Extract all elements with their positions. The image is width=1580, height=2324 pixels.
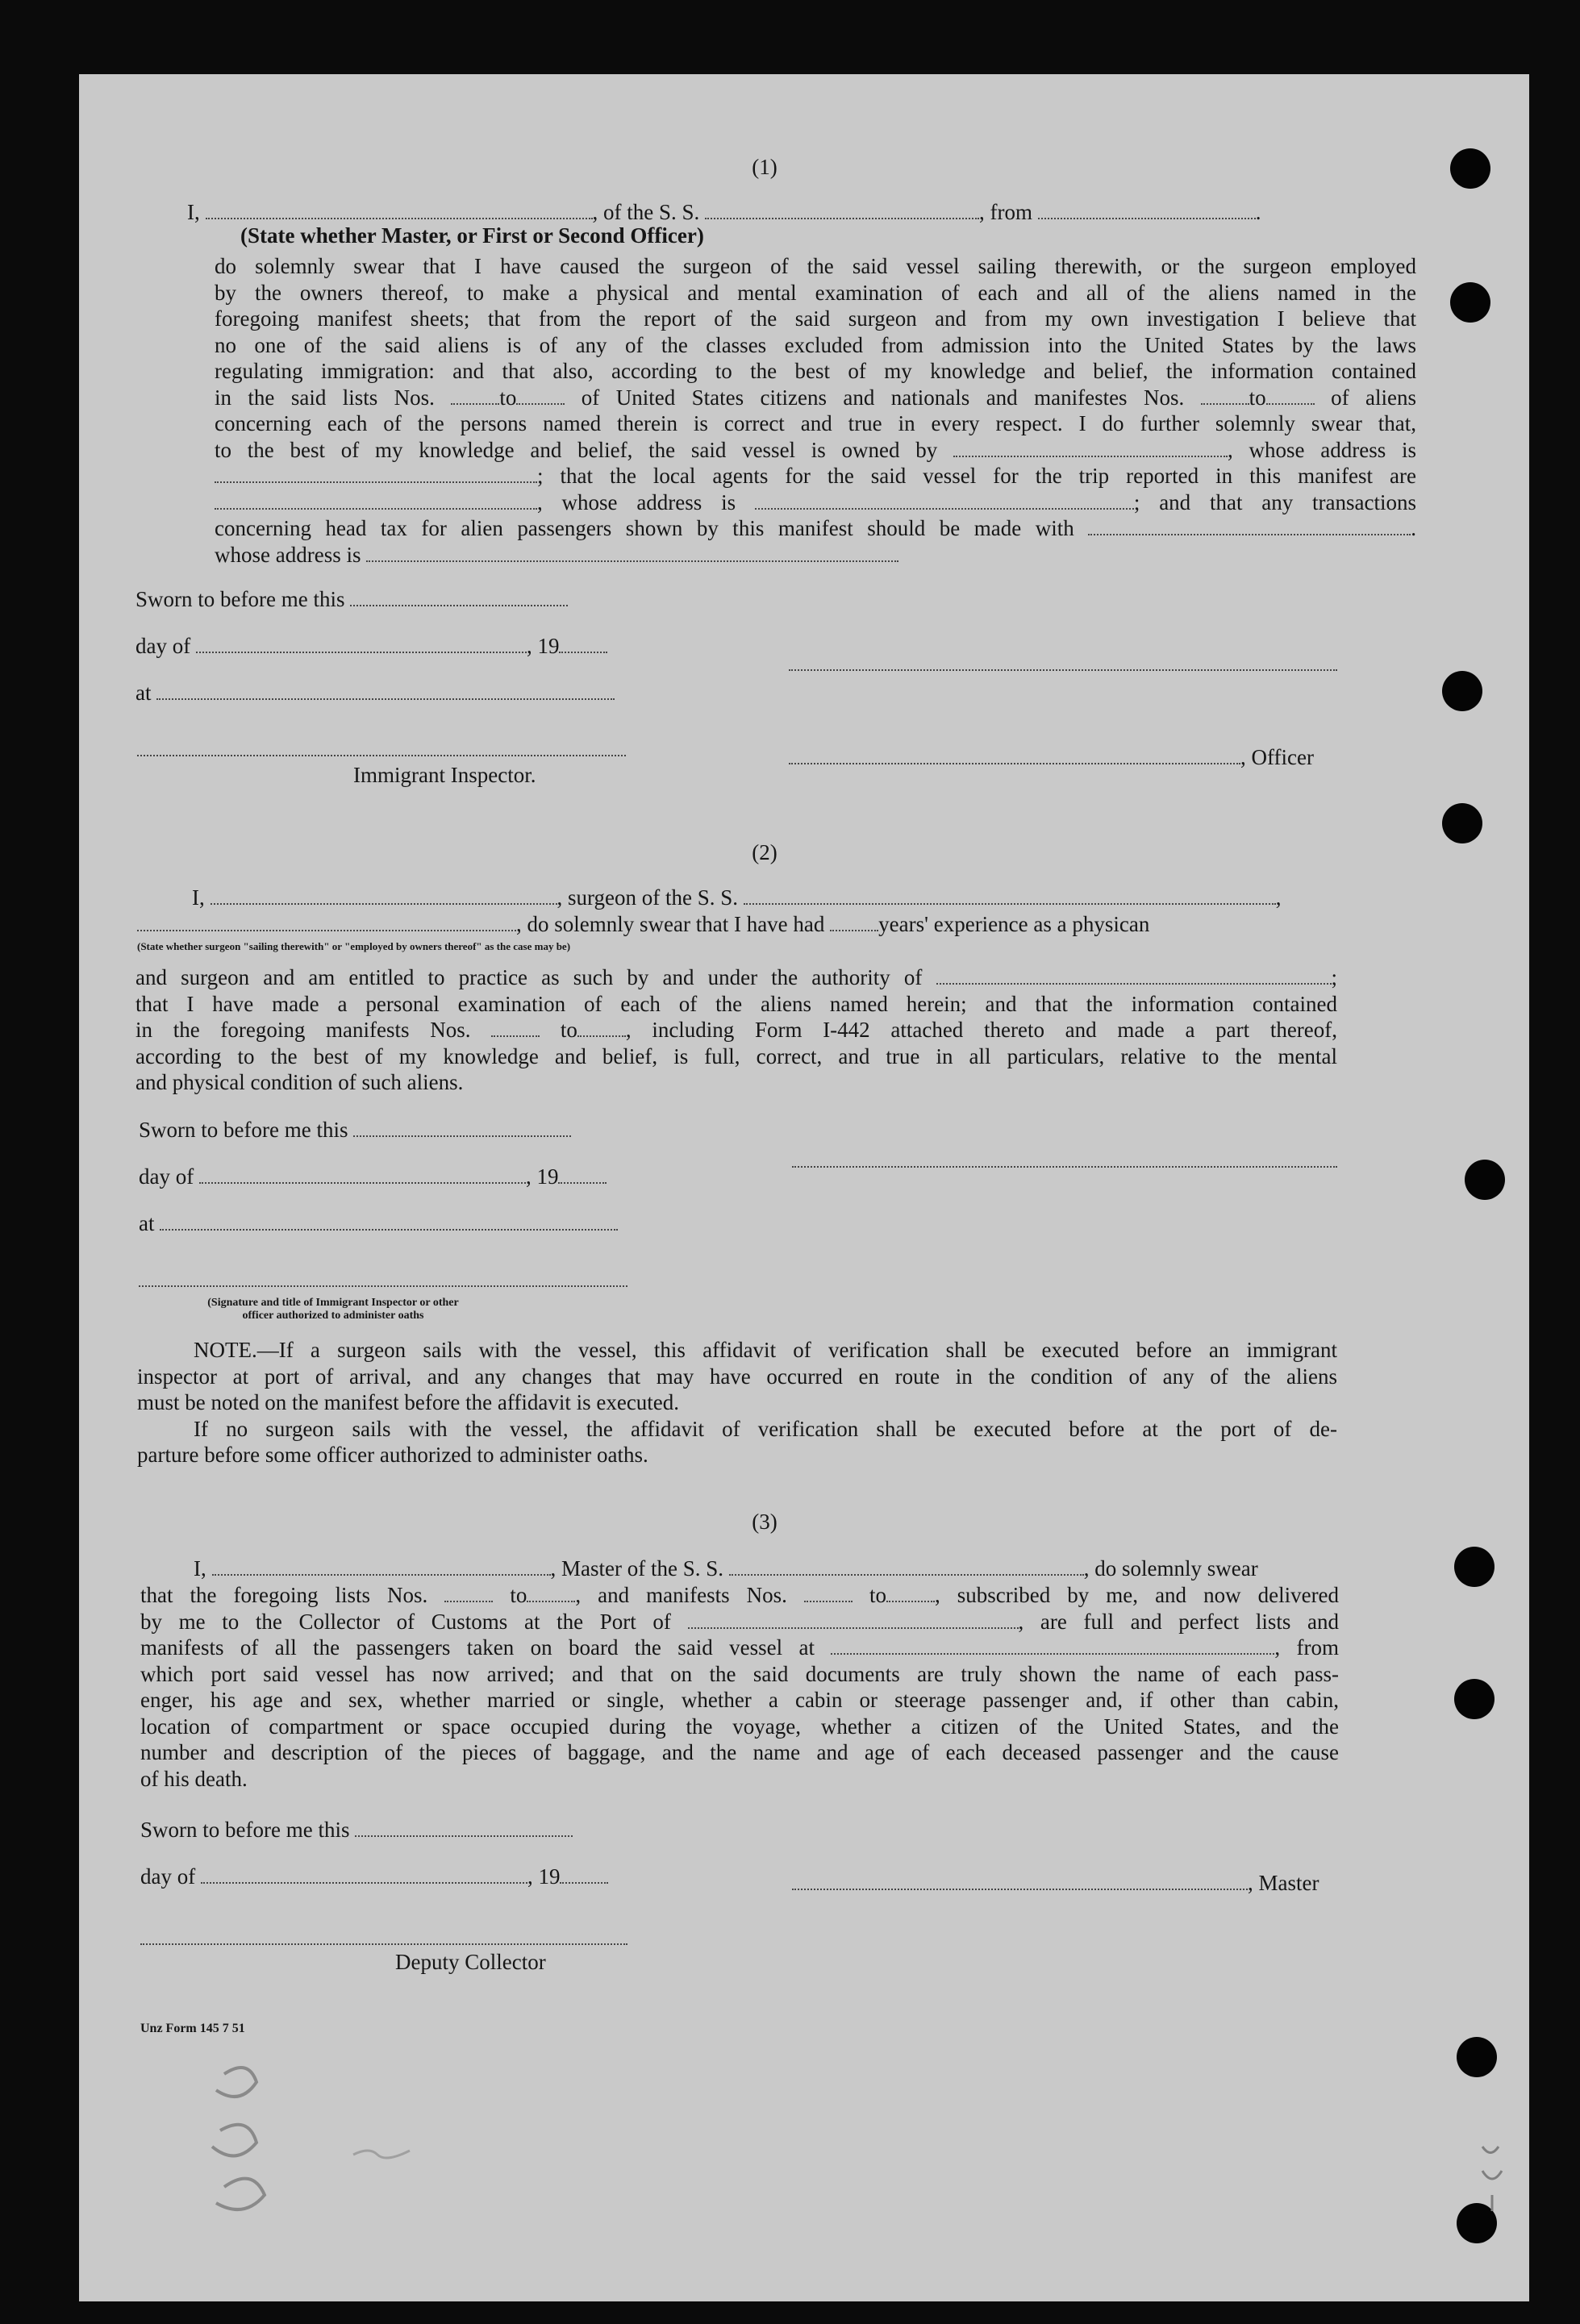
agents-address-line: , whose address is ; and that any transactions	[215, 489, 1416, 516]
punch-hole	[1457, 2037, 1497, 2077]
section-number: (2)	[752, 840, 777, 864]
authority-line: and surgeon and am entitled to practice as such by and under the authority of ;	[135, 965, 1338, 989]
officer-signature: , Officer	[789, 745, 1314, 770]
punch-hole	[1454, 1547, 1495, 1587]
section-2-text: and surgeon and am entitled to practice as such by and under the authority of ; that I have made a personal examination of each of the aliens named herein; and that the information contained in the foregoing manifests Nos. to , including Form I-442 attached thereto and made a part thereof, according to the best of my knowledge and belief, is full, correct, and true in all particulars, relative to the mental and physical condition of such aliens.	[135, 965, 1338, 1094]
date-line: day of , 19	[140, 1864, 608, 1889]
collector-label: Deputy Collector	[395, 1950, 546, 1974]
manifest-nos-line: in the foregoing manifests Nos. to , including Form I-442 attached thereto and made a part thereof,	[135, 1018, 1338, 1042]
master-signature: , Master	[792, 1871, 1319, 1896]
section-number: (1)	[752, 155, 777, 179]
sworn-line: Sworn to before me this	[135, 587, 568, 612]
experience-line: , do solemnly swear that I have had years' experience as a physican	[137, 912, 1149, 937]
pencil-marks	[176, 2042, 434, 2219]
lists-line: in the said lists Nos. to of United States citizens and nationals and manifestes Nos. to of aliens	[215, 385, 1416, 410]
place-line: at	[139, 1211, 618, 1236]
section-1-text: do solemnly swear that I have caused the surgeon of the said vessel sailing therewith, or the surgeon employed by the owners thereof, to make a physical and mental examination of each and all of the aliens named in the foregoing manifest sheets; that from the report of the said surgeon and from my own investigation I believe that no one of the said aliens is of any of the classes excluded from admission into the United States by the laws regulating immigration: and that also, according to the best of my knowledge and belief, the information contained in the said lists Nos. to of United States citizens and nationals and manifestes Nos. to of aliens concerning each of the persons named therein is correct and true in every respect. I do further solemnly swear that, to the best of my knowledge and belief, the said vessel is owned by , whose address is ; that the local agents for the said vessel for the trip reported in this manifest are , whose address is ; and that any transactions concerning head tax for alien passengers shown by this manifest should be made with . whose address is	[215, 254, 1417, 567]
boarding-line: manifests of all the passengers taken on board the said vessel at , from	[140, 1635, 1340, 1660]
field-instruction: (State whether Master, or First or Second Officer)	[240, 223, 704, 248]
form-number: Unz Form 145 7 51	[140, 2022, 245, 2035]
date-line: day of , 19	[139, 1164, 607, 1189]
punch-hole	[1465, 1160, 1505, 1200]
sworn-line: Sworn to before me this	[140, 1818, 573, 1843]
oath-line: I, , of the S. S. , from .	[187, 200, 1261, 224]
signature-line	[139, 1284, 627, 1287]
punch-hole	[1450, 148, 1490, 189]
section-3-text: that the foregoing lists Nos. to , and manifests Nos. to , subscribed by me, and now delivered by me to the Collector of Customs at the Port of , are full and perfect lists and manifests of all the passengers taken on board the said vessel at , from which port said vessel has now arrived; and that on the said documents are truly shown the name of each pass- enger, his age and sex, whether married or single, whether a cabin or steerage passenger and, if other than cabin, location of compartment or space occupied during the voyage, whether a citizen of the United States, and the number and description of the pieces of baggage, and the name and age of each deceased passenger and the cause of his death.	[140, 1583, 1340, 1791]
whose-address-line: whose address is	[215, 542, 1416, 569]
agents-line: ; that the local agents for the said vessel for the trip reported in this manifest are	[215, 463, 1416, 489]
signature-line	[140, 1942, 627, 1945]
lists-line: that the foregoing lists Nos. to , and manifests Nos. to , subscribed by me, and now delivered	[140, 1583, 1340, 1607]
signature-line	[137, 753, 626, 756]
inspector-label: Immigrant Inspector.	[353, 763, 536, 787]
head-tax-line: concerning head tax for alien passengers shown by this manifest should be made with .	[215, 516, 1417, 540]
section-number: (3)	[752, 1510, 777, 1534]
date-line: day of , 19	[135, 634, 607, 659]
signature-line	[792, 1164, 1337, 1168]
punch-hole	[1442, 803, 1482, 843]
punch-hole	[1454, 1679, 1495, 1719]
punch-hole	[1442, 671, 1482, 711]
owner-line: to the best of my knowledge and belief, the said vessel is owned by , whose address is	[215, 437, 1416, 462]
surgeon-line: I, , surgeon of the S. S. ,	[192, 885, 1282, 910]
signature-line	[789, 668, 1337, 671]
signature-instruction: (Signature and title of Immigrant Inspector or other officer authorized to administer oaths	[207, 1297, 459, 1322]
manifest-page	[79, 74, 1529, 2301]
master-line: I, , Master of the S. S. , do solemnly swear	[194, 1556, 1258, 1581]
surgeon-note: NOTE.—If a surgeon sails with the vessel, this affidavit of verification shall be executed before an immigrant inspector at port of arrival, and any changes that may have occurred en route in the condition of any of the aliens must be noted on the manifest before the affidavit is executed. If no surgeon sails with the vessel, the affidavit of verification shall be executed before at the port of de- parture before some officer authorized to administer oaths.	[137, 1338, 1337, 1467]
sworn-line: Sworn to before me this	[139, 1118, 571, 1143]
field-instruction: (State whether surgeon "sailing therewith" or "employed by owners thereof" as the case may be)	[137, 940, 571, 952]
pencil-marks	[1474, 2139, 1515, 2227]
port-line: by me to the Collector of Customs at the Port of , are full and perfect lists and	[140, 1609, 1339, 1634]
place-line: at	[135, 681, 615, 706]
punch-hole	[1450, 282, 1490, 323]
